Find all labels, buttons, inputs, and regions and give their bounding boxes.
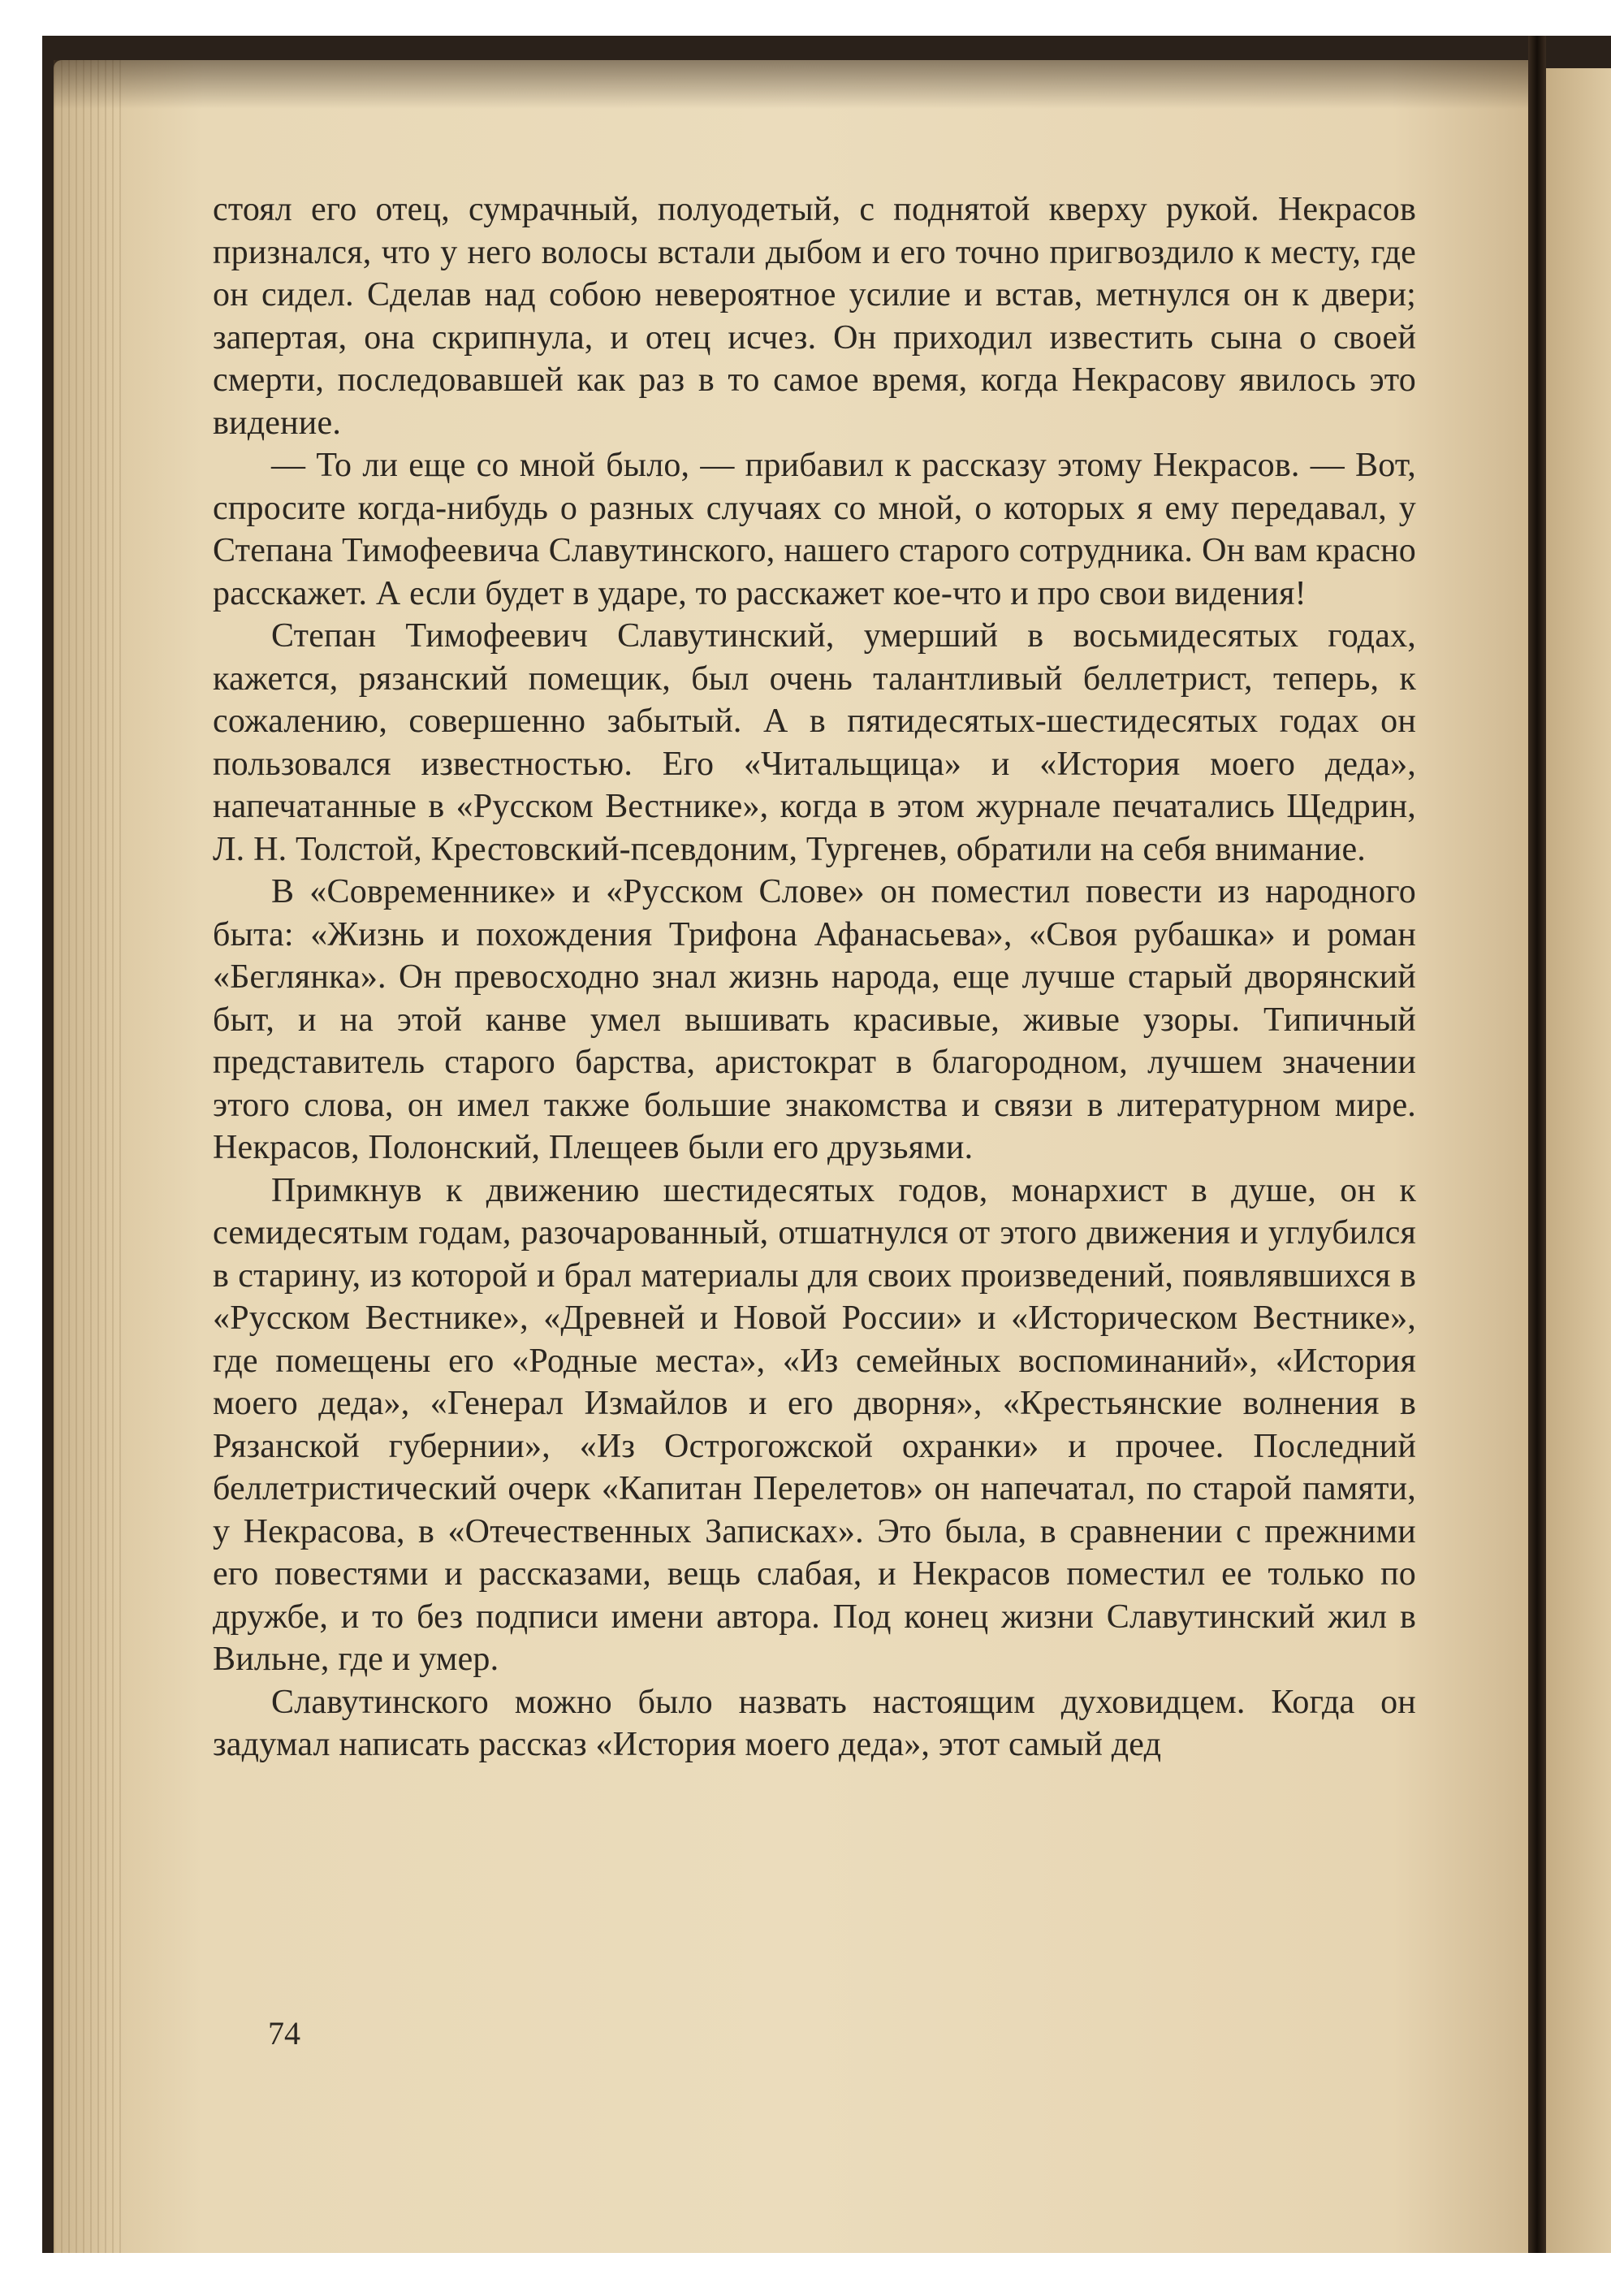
paragraph: стоял его отец, сумрачный, полуодетый, с поднятой кверху рукой. Некрасов признался, что у него волосы встали дыбом и его точно пригвоздило к месту, где он сидел. Сделав над собою невероятное усилие и встав, метнулся он к двери; запертая, она скрипнула, и отец исчез. Он приходил известить сына о своей смерти, последовавшей как раз в то самое время, когда Некрасову явилось это видение. [213,191,1416,442]
paragraph: В «Современнике» и «Русском Слове» он поместил повести из народного быта: «Жизнь и похождения Трифона Афанасьева», «Своя рубашка» и роман «Беглянка». Он превосходно знал жизнь народа, еще лучше старый дворянский быт, и на этой канве умел вышивать красивые, живые узоры. Типичный представитель старого барства, аристократ в благородном, лучшем значении этого слова, он имел также большие знакомства и связи в литературном мире. Некрасов, Полонский, Плещеев были его друзьями. [213,873,1416,1166]
top-shadow [54,60,1541,109]
page-number: 74 [268,2015,300,2052]
paragraph: Славутинского можно было назвать настоящим духовидцем. Когда он задумал написать рассказ «История моего деда», этот самый дед [213,1683,1416,1763]
book-gutter [1528,36,1546,2253]
page-edge-stack [54,60,127,2253]
paragraph: — То ли еще со мной было, — прибавил к рассказу этому Некрасов. — Вот, спросите когда-нибудь о разных случаях со мной, о которых я ему передавал, у Степана Тимофеевича Славутинского, нашего старого сотрудника. Он вам красно расскажет. А если будет в ударе, то расскажет кое-что и про свои видения! [213,447,1416,612]
body-text [213,188,1416,1766]
paragraph: Степан Тимофеевич Славутинский, умерший в восьмидесятых годах, кажется, рязанский помещик, был очень талантливый беллетрист, теперь, к сожалению, совершенно забытый. А в пятидесятых-шестидесятых годах он пользовался известностью. Его «Читальщица» и «История моего деда», напечатанные в «Русском Вестнике», когда в этом журнале печатались Щедрин, Л. Н. Толстой, Крестовский-псевдоним, Тургенев, обратили на себя внимание. [213,617,1416,868]
paragraph: Примкнув к движению шестидесятых годов, монархист в душе, он к семидесятым годам, разочарованный, отшатнулся от этого движения и углубился в старину, из которой и брал материалы для своих произведений, появлявшихся в «Русском Вестнике», «Древней и Новой России» и «Историческом Вестнике», где помещены его «Родные места», «Из семейных воспоминаний», «История моего деда», «Генерал Измайлов и его дворня», «Крестьянские волнения в Рязанской губернии», «Из Острогожской охранки» и прочее. Последний беллетристический очерк «Капитан Перелетов» он напечатал, по старой памяти, у Некрасова, в «Отечественных Записках». Это была, в сравнении с прежними его повестями и рассказами, вещь слабая, и Некрасов поместил ее только по дружбе, и то без подписи имени автора. Под конец жизни Славутинский жил в Вильне, где и умер. [213,1171,1416,1678]
next-page-edge [1546,68,1611,2253]
